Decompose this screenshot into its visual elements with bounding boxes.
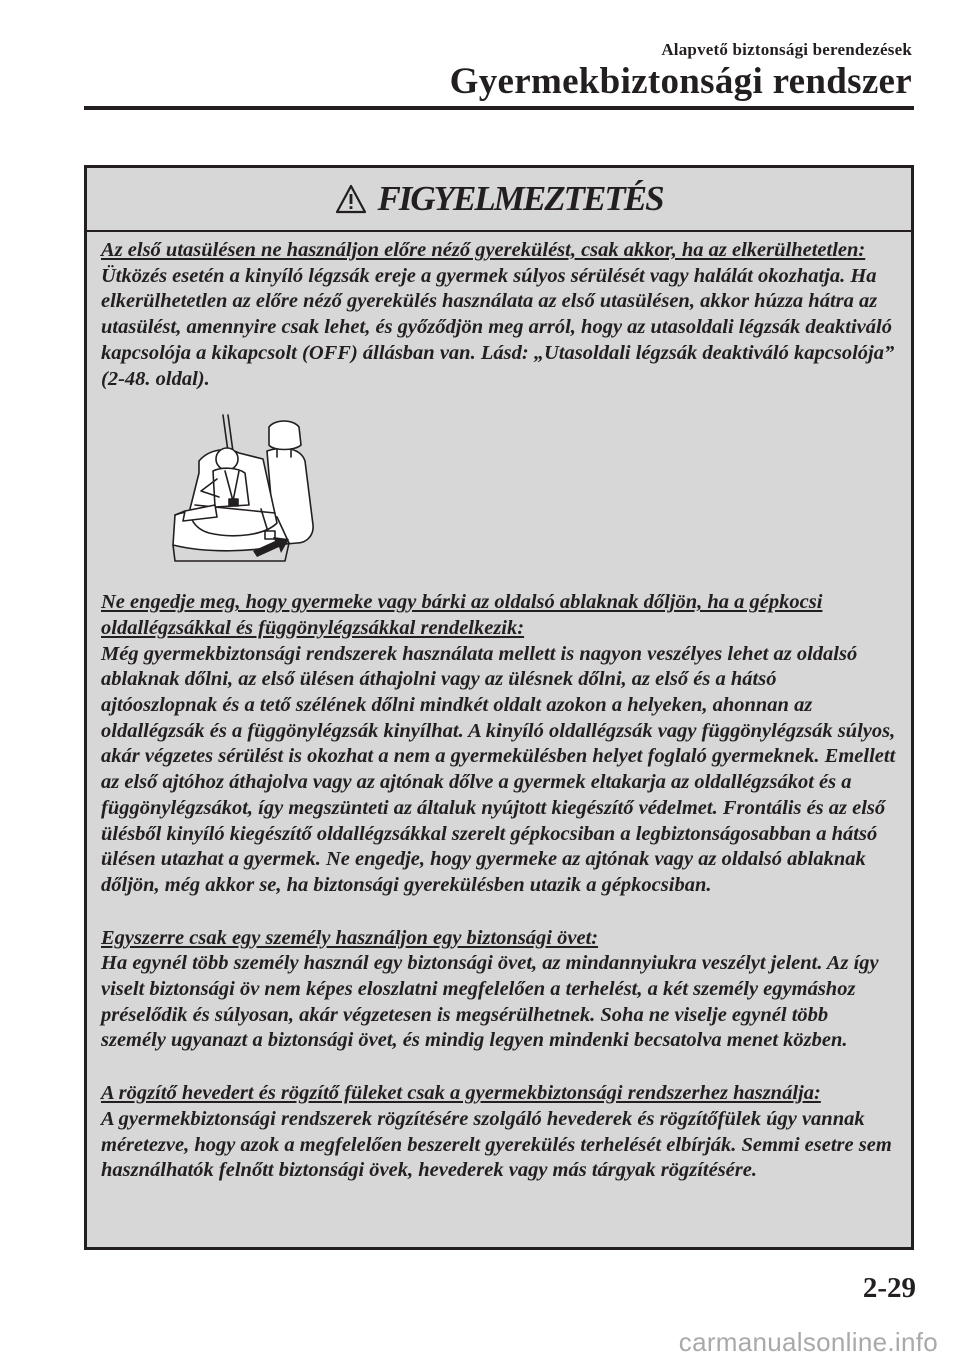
section-heading: Ne engedje meg, hogy gyermeke vagy bárki az oldalsó ablaknak dőljön, ha a gépkocsi oldallégzsákkal és függönylégzsákkal rendelkezik: [101, 591, 823, 639]
warning-section [101, 590, 897, 898]
warning-section [101, 1081, 897, 1184]
warning-triangle-icon [335, 184, 367, 214]
header-rule [84, 106, 914, 110]
warning-section [101, 926, 897, 1055]
section-text: A gyermekbiztonsági rendszerek rögzítésére szolgáló hevederek és rögzítőfülek úgy vannak méretezve, hogy azok a megfelelően beszerelt gyerekülés terhelését elbírják. Semmi esetre sem használhatók felnőtt biztonsági övek, hevederek vagy más tárgyak rögzítésére. [101, 1107, 892, 1182]
page-title: Gyermekbiztonsági rendszer [449, 61, 912, 102]
section-heading: A rögzítő hevedert és rögzítő füleket csak a gyermekbiztonsági rendszerhez használja: [101, 1082, 821, 1105]
warning-box [84, 165, 914, 1250]
chapter-title: Alapvető biztonsági berendezések [661, 40, 912, 59]
warning-header [87, 168, 911, 232]
page-number: 2-29 [862, 1272, 916, 1304]
warning-title: FIGYELMEZTETÉS [377, 179, 663, 218]
section-text: Ütközés esetén a kinyíló légzsák ereje a gyermek súlyos sérülését vagy halálát okozhatja. Ha elkerülhetetlen az előre néző gyerekülés használata az első utasülésen, akkor húzza hátra az utasülést, amennyire csak lehet, és győződjön meg arról, hogy az utasoldali légzsák deaktiváló kapcsolója a kikapcsolt (OFF) állásban van. Lásd: „Utasoldali légzsák deaktiváló kapcsolója” (2-48. oldal). [101, 264, 895, 390]
section-text: Ha egynél több személy használ egy biztonsági övet, az mindannyiukra veszélyt jelent. Az így viselt biztonsági öv nem képes eloszlatni megfelelően a terhelést, a két személy egymáshoz préselődik és súlyosan, akár végzetesen is megsérülhetnek. Soha ne viselje egynél több személy ugyanazt a biztonsági övet, és mindig legyen mindenki becsatolva menet közben. [101, 952, 879, 1052]
warning-section [101, 238, 897, 563]
section-heading: Az első utasülésen ne használjon előre néző gyerekülést, csak akkor, ha az elkerülhetetlen: [101, 239, 866, 261]
section-heading: Egyszerre csak egy személy használjon egy biztonsági övet: [101, 926, 599, 949]
warning-body [87, 232, 911, 1184]
watermark: carmanualsonline.info [678, 1327, 938, 1357]
section-text: Még gyermekbiztonsági rendszerek használata mellett is nagyon veszélyes lehet az oldalsó ablaknak dőlni, az első ülésen áthajolni vagy az ülésnek dőlni, az első és a hátsó ajtóoszlopnak és a tető szélének dőlni mindkét oldalt azokon a helyeken, ahonnan az oldallégzsák és a függönylégzsák kinyílhat. A kinyíló oldallégzsák vagy függönylégzsák súlyos, akár végzetes sérülést is okozhat a nem a gyermekülésben helyet foglaló gyermeknek. Emellett az első ajtóhoz áthajolva vagy az ajtónak dőlve a gyermek eltakarja az oldallégzsákot és a függönylégzsákot, így megszünteti az általuk nyújtott kiegészítő védelmet. Frontális és az első ülésből kinyíló kiegészítő oldallégzsákkal szerelt gépkocsiban a legbiztonságosabban a hátsó ülésen utazhat a gyermek. Ne engedje, hogy gyermeke az ajtónak vagy az oldalsó ablaknak dőljön, még akkor se, ha biztonsági gyerekülésben utazik a gépkocsiban. [101, 642, 896, 896]
front-facing-child-seat-illustration [165, 413, 385, 563]
